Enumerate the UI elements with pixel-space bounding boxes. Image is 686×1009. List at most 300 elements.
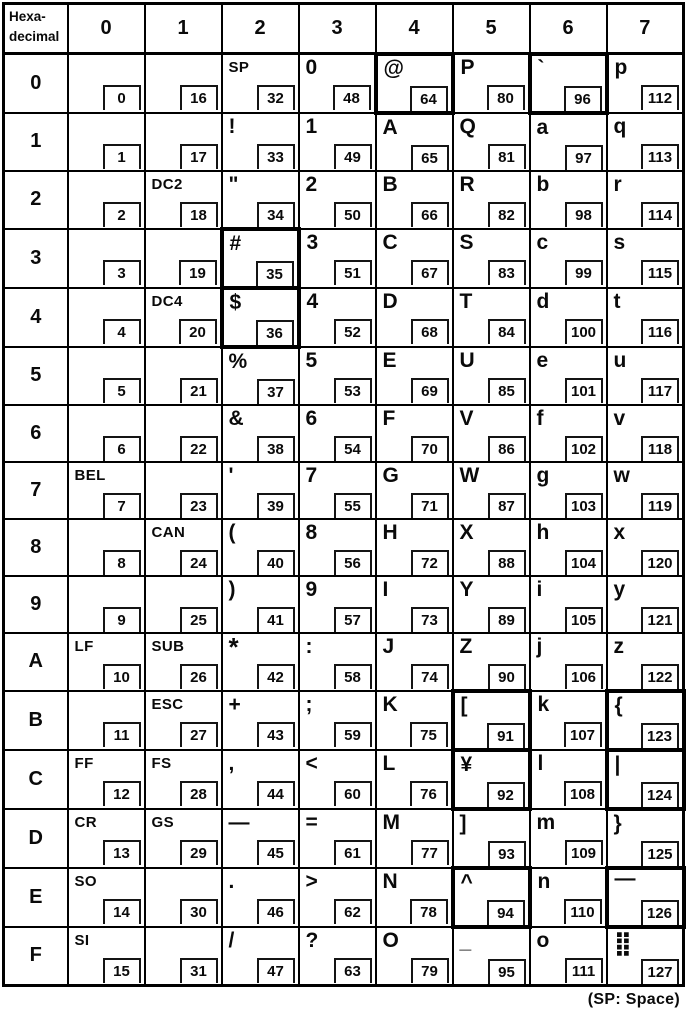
cell-decimal-box: 57: [334, 607, 372, 632]
cell-char: <: [305, 751, 318, 775]
code-cell-body: [608, 348, 683, 403]
column-header-1: 1: [145, 4, 222, 54]
cell-decimal-box: 125: [641, 841, 679, 866]
code-cell-50: [299, 171, 376, 229]
cell-char: @: [383, 56, 404, 80]
cell-decimal-box: 82: [488, 202, 526, 227]
cell-char: Q: [459, 114, 476, 138]
cell-char: w: [613, 463, 630, 487]
cell-char: 5: [305, 348, 318, 372]
code-cell-8: [68, 519, 145, 576]
cell-decimal-box: 99: [565, 260, 603, 285]
table-row: [4, 750, 684, 809]
code-cell-42: [222, 633, 299, 691]
cell-char: a: [536, 115, 549, 139]
code-cell-46: [222, 868, 299, 927]
cell-decimal-box: 19: [179, 260, 217, 285]
cell-decimal-box: 23: [180, 493, 218, 518]
cell-char: 3: [306, 230, 319, 254]
code-cell-15: [68, 927, 145, 986]
cell-decimal-box: 43: [257, 722, 295, 747]
row-header-E: E: [4, 868, 68, 927]
code-cell-56: [299, 519, 376, 576]
cell-char: DC4: [151, 292, 183, 310]
cell-decimal-box: 121: [641, 607, 679, 632]
code-cell-31: [145, 927, 222, 986]
cell-char: N: [382, 869, 398, 893]
cell-decimal-box: 103: [565, 493, 603, 518]
code-cell-body: [377, 928, 452, 983]
code-cell-body: [531, 172, 606, 227]
cell-decimal-box: 25: [180, 607, 218, 632]
row-header-7: 7: [4, 462, 68, 519]
code-cell-120: [607, 519, 684, 576]
code-cell-body: [531, 406, 606, 461]
cell-char: l: [537, 751, 544, 775]
row-header-0: 0: [4, 54, 68, 113]
code-cell-body: [608, 577, 683, 632]
code-cell-body: [223, 520, 298, 575]
code-cell-55: [299, 462, 376, 519]
cell-decimal-box: 91: [487, 723, 525, 748]
code-cell-body: [377, 463, 452, 518]
cell-decimal-box: 60: [334, 781, 372, 806]
cell-decimal-box: 87: [488, 493, 526, 518]
code-cell-body: [608, 406, 683, 461]
cell-decimal-box: 115: [641, 260, 679, 285]
code-cell-body: [454, 230, 529, 285]
code-cell-body: [377, 751, 451, 806]
code-cell-body: [69, 114, 144, 169]
code-cell-4: [68, 288, 145, 347]
cell-decimal-box: 27: [180, 722, 218, 747]
code-cell-35: [222, 229, 299, 288]
code-cell-body: [455, 870, 528, 925]
cell-char: ": [228, 172, 239, 196]
cell-char: _: [459, 929, 472, 953]
code-cell-body: [223, 869, 298, 924]
code-cell-body: [146, 577, 221, 632]
code-cell-body: [146, 751, 221, 806]
cell-decimal-box: 31: [180, 958, 218, 983]
code-cell-67: [376, 229, 453, 288]
cell-decimal-box: 29: [180, 840, 218, 865]
code-cell-body: [69, 520, 144, 575]
cell-decimal-box: 76: [410, 781, 448, 806]
code-cell-body: [454, 520, 529, 575]
cell-decimal-box: 37: [257, 379, 295, 404]
cell-decimal-box: 114: [641, 202, 679, 227]
code-cell-body: [454, 463, 529, 518]
code-cell-body: [300, 172, 375, 227]
code-cell-126: [607, 868, 684, 927]
code-cell-body: [532, 869, 605, 924]
code-cell-1: [68, 113, 145, 171]
cell-char: 8: [305, 520, 318, 544]
cell-char: v: [613, 406, 626, 430]
cell-decimal-box: 32: [257, 85, 295, 110]
code-cell-3: [68, 229, 145, 288]
table-row: [4, 691, 684, 750]
code-cell-body: [69, 751, 144, 806]
code-cell-body: [532, 56, 605, 111]
code-cell-2: [68, 171, 145, 229]
cell-char: DC2: [151, 175, 183, 193]
cell-decimal-box: 120: [641, 550, 679, 575]
cell-decimal-box: 112: [641, 85, 679, 110]
code-cell-body: [454, 348, 529, 403]
code-cell-47: [222, 927, 299, 986]
cell-decimal-box: 6: [103, 436, 141, 461]
cell-char: CAN: [151, 523, 186, 541]
code-cell-37: [222, 347, 299, 405]
cell-char: e: [536, 348, 549, 372]
cell-decimal-box: 40: [257, 550, 295, 575]
cell-char: f: [536, 406, 544, 430]
cell-decimal-box: 94: [487, 900, 525, 925]
cell-char: P: [460, 56, 475, 79]
code-cell-body: [377, 869, 451, 924]
cell-decimal-box: 108: [564, 781, 602, 806]
cell-decimal-box: 9: [103, 607, 141, 632]
cell-decimal-box: 50: [334, 202, 372, 227]
cell-decimal-box: 116: [641, 319, 679, 344]
cell-char: $: [229, 290, 242, 314]
code-cell-115: [607, 229, 684, 288]
column-header-3: 3: [299, 4, 376, 54]
cell-char: ): [228, 577, 236, 601]
code-cell-body: [223, 172, 298, 227]
code-cell-5: [68, 347, 145, 405]
cell-char: SUB: [151, 637, 185, 655]
cell-decimal-box: 68: [411, 319, 449, 344]
code-cell-body: [69, 928, 144, 983]
cell-char: I: [382, 577, 389, 601]
code-cell-74: [376, 633, 453, 691]
code-cell-96: [530, 54, 607, 113]
cell-decimal-box: 77: [411, 840, 449, 865]
code-cell-body: [223, 577, 298, 632]
code-cell-26: [145, 633, 222, 691]
cell-decimal-box: 11: [103, 722, 141, 747]
cell-decimal-box: 127: [641, 959, 679, 984]
code-cell-41: [222, 576, 299, 633]
code-cell-body: [223, 114, 298, 169]
code-cell-49: [299, 113, 376, 171]
cell-decimal-box: 42: [257, 664, 295, 689]
code-cell-body: [300, 869, 375, 924]
cell-char: O: [382, 928, 399, 952]
cell-char: SO: [74, 872, 97, 890]
cell-char: L: [382, 751, 396, 775]
code-cell-body: [300, 348, 375, 403]
code-cell-body: [146, 230, 220, 285]
row-header-8: 8: [4, 519, 68, 576]
cell-char: K: [382, 692, 398, 716]
row-header-C: C: [4, 750, 68, 809]
code-cell-9: [68, 576, 145, 633]
column-header-0: 0: [68, 4, 145, 54]
cell-char: F: [382, 406, 396, 430]
cell-decimal-box: 124: [641, 782, 679, 807]
code-cell-body: [146, 55, 221, 110]
code-cell-117: [607, 347, 684, 405]
cell-char: q: [613, 114, 627, 138]
cell-decimal-box: 34: [257, 202, 295, 227]
code-cell-68: [376, 288, 453, 347]
cell-decimal-box: 75: [410, 722, 448, 747]
code-cell-body: [377, 692, 451, 747]
cell-char: FF: [74, 754, 94, 772]
cell-char: +: [228, 692, 241, 716]
code-cell-102: [530, 405, 607, 462]
code-cell-body: [69, 348, 144, 403]
row-header-A: A: [4, 633, 68, 691]
code-cell-62: [299, 868, 376, 927]
cell-decimal-box: 74: [411, 664, 449, 689]
code-cell-body: [146, 692, 221, 747]
cell-char: E: [382, 348, 397, 372]
corner-label-line1: Hexa-: [9, 9, 46, 24]
cell-char: FS: [151, 754, 172, 772]
cell-decimal-box: 4: [103, 319, 141, 344]
code-cell-25: [145, 576, 222, 633]
cell-char: ,: [228, 751, 235, 775]
code-cell-body: [531, 928, 606, 983]
cell-decimal-box: 55: [334, 493, 372, 518]
code-cell-body: [69, 577, 144, 632]
code-cell-84: [453, 288, 530, 347]
cell-decimal-box: 98: [565, 202, 603, 227]
code-cell-33: [222, 113, 299, 171]
code-cell-body: [300, 114, 375, 169]
code-cell-body: [609, 752, 682, 807]
cell-decimal-box: 41: [257, 607, 295, 632]
code-cell-124: [607, 750, 684, 809]
cell-decimal-box: 18: [180, 202, 218, 227]
cell-char: G: [382, 463, 399, 487]
code-cell-body: [608, 230, 683, 285]
cell-char: h: [536, 520, 550, 544]
cell-char: y: [613, 577, 626, 601]
cell-char: `: [537, 56, 545, 80]
cell-char: 6: [305, 406, 318, 430]
code-cell-body: [69, 55, 144, 110]
cell-decimal-box: 92: [487, 782, 525, 807]
cell-decimal-box: 56: [334, 550, 372, 575]
cell-decimal-box: 65: [411, 145, 449, 170]
cell-char: &: [228, 406, 244, 430]
cell-char: =: [305, 810, 318, 834]
code-cell-24: [145, 519, 222, 576]
code-cell-85: [453, 347, 530, 405]
cell-decimal-box: 39: [257, 493, 295, 518]
cell-decimal-box: 49: [334, 144, 372, 169]
code-cell-body: [455, 693, 528, 748]
row-header-2: 2: [4, 171, 68, 229]
code-cell-body: [69, 810, 144, 865]
code-cell-body: [223, 631, 298, 689]
cell-char: j: [536, 634, 543, 658]
code-cell-100: [530, 288, 607, 347]
code-cell-59: [299, 691, 376, 750]
cell-decimal-box: 20: [179, 319, 217, 344]
cell-char: W: [459, 463, 480, 487]
code-cell-73: [376, 576, 453, 633]
cell-char: p: [614, 56, 628, 79]
cell-decimal-box: 69: [411, 378, 449, 403]
cell-decimal-box: 81: [488, 144, 526, 169]
code-cell-70: [376, 405, 453, 462]
cell-char: [: [460, 693, 468, 717]
code-cell-58: [299, 633, 376, 691]
code-cell-71: [376, 462, 453, 519]
code-cell-body: [377, 115, 452, 170]
code-cell-19: [145, 229, 222, 288]
cell-char: M: [382, 810, 400, 834]
code-cell-body: [531, 230, 606, 285]
table-row: [4, 868, 684, 927]
code-cell-61: [299, 809, 376, 868]
cell-char: GS: [151, 813, 174, 831]
cell-char: D: [382, 289, 398, 313]
code-cell-43: [222, 691, 299, 750]
code-cell-66: [376, 171, 453, 229]
cell-char: ESC: [151, 695, 184, 713]
cell-decimal-box: 7: [103, 493, 141, 518]
table-header-row: [4, 4, 684, 54]
code-cell-22: [145, 405, 222, 462]
code-cell-body: [300, 463, 375, 518]
code-cell-body: [146, 289, 220, 344]
cell-decimal-box: 26: [180, 664, 218, 689]
cell-decimal-box: 54: [334, 436, 372, 461]
cell-decimal-box: 105: [565, 607, 603, 632]
code-cell-28: [145, 750, 222, 809]
cell-decimal-box: 53: [334, 378, 372, 403]
code-cell-32: [222, 54, 299, 113]
code-cell-82: [453, 171, 530, 229]
cell-char: /: [228, 928, 235, 952]
code-cell-13: [68, 809, 145, 868]
cell-char: Z: [459, 634, 473, 658]
code-cell-11: [68, 691, 145, 750]
cell-decimal-box: 38: [257, 436, 295, 461]
cell-char: V: [459, 406, 474, 430]
code-cell-body: [377, 348, 452, 403]
code-cell-body: [608, 114, 683, 169]
code-cell-80: [453, 54, 530, 113]
code-cell-body: [146, 928, 221, 983]
cell-decimal-box: 119: [641, 493, 679, 518]
code-cell-12: [68, 750, 145, 809]
cell-char: t: [613, 289, 621, 313]
cell-decimal-box: 62: [334, 899, 372, 924]
cell-char: CR: [74, 813, 97, 831]
code-cell-body: [454, 114, 529, 169]
cell-decimal-box: 45: [257, 840, 295, 865]
code-cell-body: [146, 463, 221, 518]
code-cell-body: [454, 406, 529, 461]
code-cell-101: [530, 347, 607, 405]
code-cell-91: [453, 691, 530, 750]
code-cell-78: [376, 868, 453, 927]
cell-char: B: [382, 172, 398, 196]
code-cell-14: [68, 868, 145, 927]
cell-decimal-box: 101: [565, 378, 603, 403]
cell-decimal-box: 113: [641, 144, 679, 169]
code-cell-body: [531, 634, 606, 689]
row-header-F: F: [4, 927, 68, 986]
code-cell-112: [607, 54, 684, 113]
cell-decimal-box: 0: [103, 85, 141, 110]
row-header-9: 9: [4, 576, 68, 633]
code-cell-body: [146, 810, 221, 865]
table-row: [4, 288, 684, 347]
code-cell-body: [378, 56, 451, 111]
code-cell-48: [299, 54, 376, 113]
code-cell-118: [607, 405, 684, 462]
code-cell-body: [300, 55, 374, 110]
row-header-4: 4: [4, 288, 68, 347]
code-cell-body: [300, 928, 375, 983]
cell-decimal-box: 10: [103, 664, 141, 689]
code-cell-body: [146, 114, 221, 169]
cell-char: ¥: [460, 752, 473, 776]
code-cell-89: [453, 576, 530, 633]
cell-char: ]: [459, 811, 467, 835]
code-cell-81: [453, 113, 530, 171]
code-cell-body: [69, 692, 144, 747]
cell-decimal-box: 22: [180, 436, 218, 461]
code-cell-105: [530, 576, 607, 633]
code-cell-103: [530, 462, 607, 519]
code-cell-body: [146, 348, 221, 403]
code-cell-90: [453, 633, 530, 691]
cell-decimal-box: 59: [334, 722, 372, 747]
cell-decimal-box: 44: [257, 781, 295, 806]
column-header-2: 2: [222, 4, 299, 54]
code-cell-21: [145, 347, 222, 405]
row-header-1: 1: [4, 113, 68, 171]
cell-char: T: [459, 289, 473, 313]
code-cell-54: [299, 405, 376, 462]
cell-char: #: [229, 231, 242, 255]
cell-char: d: [536, 289, 550, 313]
cell-char: LF: [74, 637, 94, 655]
cell-decimal-box: 66: [411, 202, 449, 227]
code-cell-17: [145, 113, 222, 171]
code-cell-body: [300, 406, 375, 461]
code-cell-body: [454, 289, 529, 344]
cell-decimal-box: 61: [334, 840, 372, 865]
code-cell-body: [69, 463, 144, 518]
cell-decimal-box: 30: [180, 899, 218, 924]
cell-char: 2: [305, 172, 318, 196]
code-cell-51: [299, 229, 376, 288]
cell-char: —: [228, 810, 250, 834]
code-cell-body: [223, 406, 298, 461]
cell-decimal-box: 96: [564, 86, 602, 111]
cell-decimal-box: 73: [411, 607, 449, 632]
cell-decimal-box: 86: [488, 436, 526, 461]
table-row: [4, 462, 684, 519]
cell-char: 9: [305, 577, 318, 601]
code-cell-body: [223, 349, 298, 404]
cell-char: u: [613, 348, 627, 372]
table-row: [4, 576, 684, 633]
table-row: [4, 927, 684, 986]
